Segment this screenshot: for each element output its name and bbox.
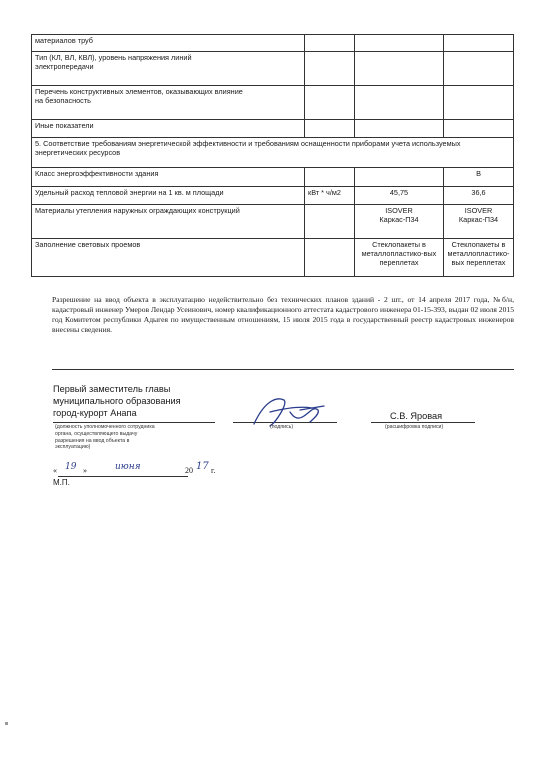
validity-note: Разрешение на ввод объекта в эксплуатацию недействительно без технических планов зданий - 2 шт., от 14 апреля 2017 года, №б/н, кадастровый инженер Умеров Лендар Усеинович, номер квалификационного аттестата кадастрового инженера 01-15-393, выдан 02 июля 2015 год Комитетом республики Адыгея по имущественным отношениям, 15 июля 2015 года в государственный реестр кадастровых инженеров внесены сведения.: [52, 295, 514, 334]
table-cell: [355, 168, 444, 187]
table-cell: Иные показатели: [32, 120, 305, 138]
date-quote-open: «: [53, 466, 57, 475]
table-cell: 45,75: [355, 187, 444, 205]
table-cell: [305, 239, 355, 277]
table-cell: материалов труб: [32, 35, 305, 52]
table-cell: Заполнение световых проемов: [32, 239, 305, 277]
table-row: [32, 52, 514, 86]
table-cell: [305, 168, 355, 187]
official-title-line: город-курорт Анапа: [53, 407, 137, 418]
table-cell: [305, 120, 355, 138]
table-cell: [305, 52, 355, 86]
table-cell: Удельный расход тепловой энергии на 1 кв. м площади: [32, 187, 305, 205]
signature-caption: (подпись): [270, 424, 294, 430]
table-row: [32, 168, 514, 187]
date-month: июня: [115, 462, 141, 472]
table-cell: [305, 35, 355, 52]
section-heading: 5. Соответствие требованиям энергетической эффективности и требованиям оснащенности приборами учета используемых энергетических ресурсов: [32, 138, 514, 168]
divider-line: [52, 369, 514, 370]
table-row: [32, 35, 514, 52]
table-row: [32, 86, 514, 120]
official-title-line: муниципального образования: [53, 395, 181, 406]
table-row: [32, 239, 514, 277]
date-suffix: г.: [211, 466, 216, 475]
table-cell: [444, 120, 514, 138]
stamp-place: М.П.: [53, 478, 70, 487]
table-cell: [355, 35, 444, 52]
table-cell: Тип (КЛ, ВЛ, КВЛ), уровень напряжения линий электропередачи: [32, 52, 305, 86]
scan-mark: [5, 722, 8, 725]
table-cell: [444, 52, 514, 86]
table-cell: [444, 35, 514, 52]
date-underline: [58, 476, 188, 477]
table-cell: [355, 52, 444, 86]
indicators-table: [31, 34, 514, 277]
date-day: 19: [65, 462, 77, 472]
table-cell: Стеклопакеты в металлопластико-вых переплетах: [355, 239, 444, 277]
table-cell: ISOVER Каркас-П34: [355, 205, 444, 239]
date-quote-close: »: [83, 466, 87, 475]
position-caption: (должность уполномоченного сотрудника органа, осуществляющего выдачу разрешения на ввод объекта в эксплуатацию): [55, 424, 155, 451]
table-cell: Материалы утепления наружных ограждающих конструкций: [32, 205, 305, 239]
table-cell: [355, 120, 444, 138]
name-caption: (расшифровка подписи): [385, 424, 444, 430]
table-row: [32, 120, 514, 138]
table-cell: В: [444, 168, 514, 187]
date-year-suffix: 17: [196, 461, 209, 472]
table-cell: 36,6: [444, 187, 514, 205]
table-cell: ISOVER Каркас-П34: [444, 205, 514, 239]
table-row: [32, 187, 514, 205]
official-title-line: Первый заместитель главы: [53, 384, 171, 394]
table-cell: [305, 86, 355, 120]
table-cell: [444, 86, 514, 120]
name-underline: [371, 422, 475, 423]
official-title: [53, 384, 243, 419]
table-cell: Стеклопакеты в металлопластико-вых переплетах: [444, 239, 514, 277]
section-heading-row: [32, 138, 514, 168]
table-cell: [355, 86, 444, 120]
table-cell: [305, 205, 355, 239]
table-row: [32, 205, 514, 239]
table-cell: кВт * ч/м2: [305, 187, 355, 205]
table-cell: Перечень конструктивных элементов, оказывающих влияние на безопасность: [32, 86, 305, 120]
date-year-prefix: 20: [185, 466, 193, 475]
official-name: С.В. Яровая: [390, 411, 443, 421]
table-cell: Класс энергоэффективности здания: [32, 168, 305, 187]
position-underline: [53, 422, 215, 423]
